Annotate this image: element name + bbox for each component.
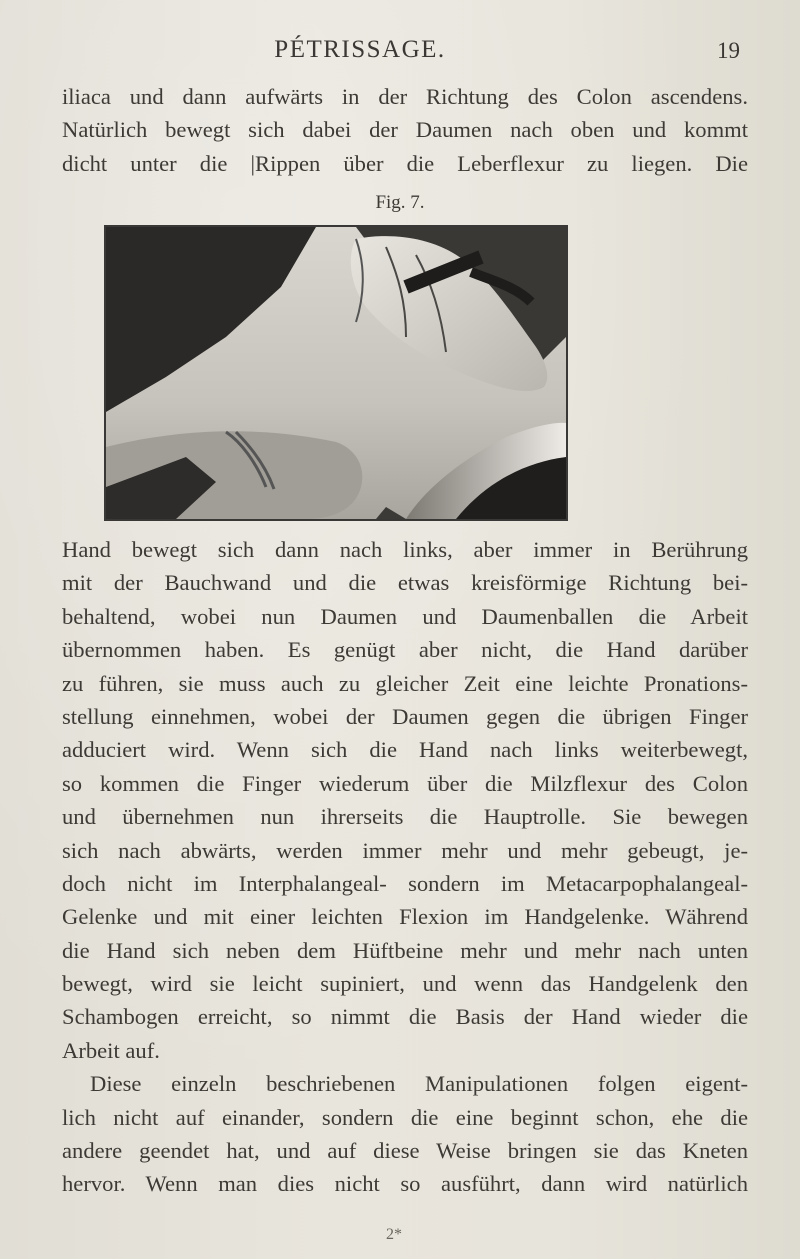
running-title: PÉTRISSAGE.: [274, 36, 446, 63]
figure-photo: [104, 225, 568, 521]
text-line: stellung einnehmen, wobei der Daumen gegen die übrigen Finger: [62, 703, 748, 729]
text-line: Arbeit auf.: [62, 1037, 160, 1063]
running-head: [0, 36, 800, 66]
text-line: die Hand sich neben dem Hüftbeine mehr und mehr nach unten: [62, 937, 748, 963]
paragraph-main: [62, 533, 748, 1201]
text-line: Hand bewegt sich dann nach links, aber immer in Berührung: [62, 537, 748, 562]
text-line: mit der Bauchwand und die etwas kreisförmige Richtung bei-: [62, 570, 748, 596]
hand-on-abdomen-photo-icon: [106, 227, 566, 519]
text-line: Schambogen erreicht, so nimmt die Basis der Hand wieder die: [62, 1004, 748, 1030]
text-line: so kommen die Finger wiederum über die Milzflexur des Colon: [62, 770, 748, 796]
text-line: und übernehmen nun ihrerseits die Hauptrolle. Sie bewegen: [62, 804, 748, 830]
text-line: Gelenke und mit einer leichten Flexion im Handgelenke. Während: [62, 904, 748, 930]
text-line: zu führen, sie muss auch zu gleicher Zeit eine leichte Pronations-: [62, 670, 748, 696]
text-line: doch nicht im Interphalangeal- sondern im Metacarpophalangeal-: [62, 870, 748, 896]
text-line: andere geendet hat, und auf diese Weise bringen sie das Kneten: [62, 1138, 748, 1164]
text-line: Diese einzeln beschriebenen Manipulationen folgen eigent-: [90, 1071, 748, 1097]
text-line: sich nach abwärts, werden immer mehr und mehr gebeugt, je-: [62, 837, 748, 863]
text-line: adduciert wird. Wenn sich die Hand nach links weiterbewegt,: [62, 737, 748, 763]
page-number: 19: [717, 38, 740, 63]
text-line: lich nicht auf einander, sondern die eine beginnt schon, ehe die: [62, 1104, 748, 1130]
text-line: behaltend, wobei nun Daumen und Daumenballen die Arbeit: [62, 603, 748, 629]
paragraph-top: [62, 80, 748, 180]
text-line: übernommen haben. Es genügt aber nicht, die Hand darüber: [62, 637, 748, 663]
figure-caption: Fig. 7.: [375, 192, 425, 213]
signature-mark: 2*: [386, 1226, 402, 1243]
text-line: hervor. Wenn man dies nicht so ausführt, dann wird natürlich: [62, 1171, 748, 1197]
text-line: Natürlich bewegt sich dabei der Daumen nach oben und kommt: [62, 117, 748, 143]
text-line: dicht unter die |Rippen über die Leberflexur zu liegen. Die: [62, 150, 748, 176]
text-line: iliaca und dann aufwärts in der Richtung des Colon ascendens.: [62, 84, 748, 109]
text-line: bewegt, wird sie leicht supiniert, und wenn das Handgelenk den: [62, 971, 748, 997]
